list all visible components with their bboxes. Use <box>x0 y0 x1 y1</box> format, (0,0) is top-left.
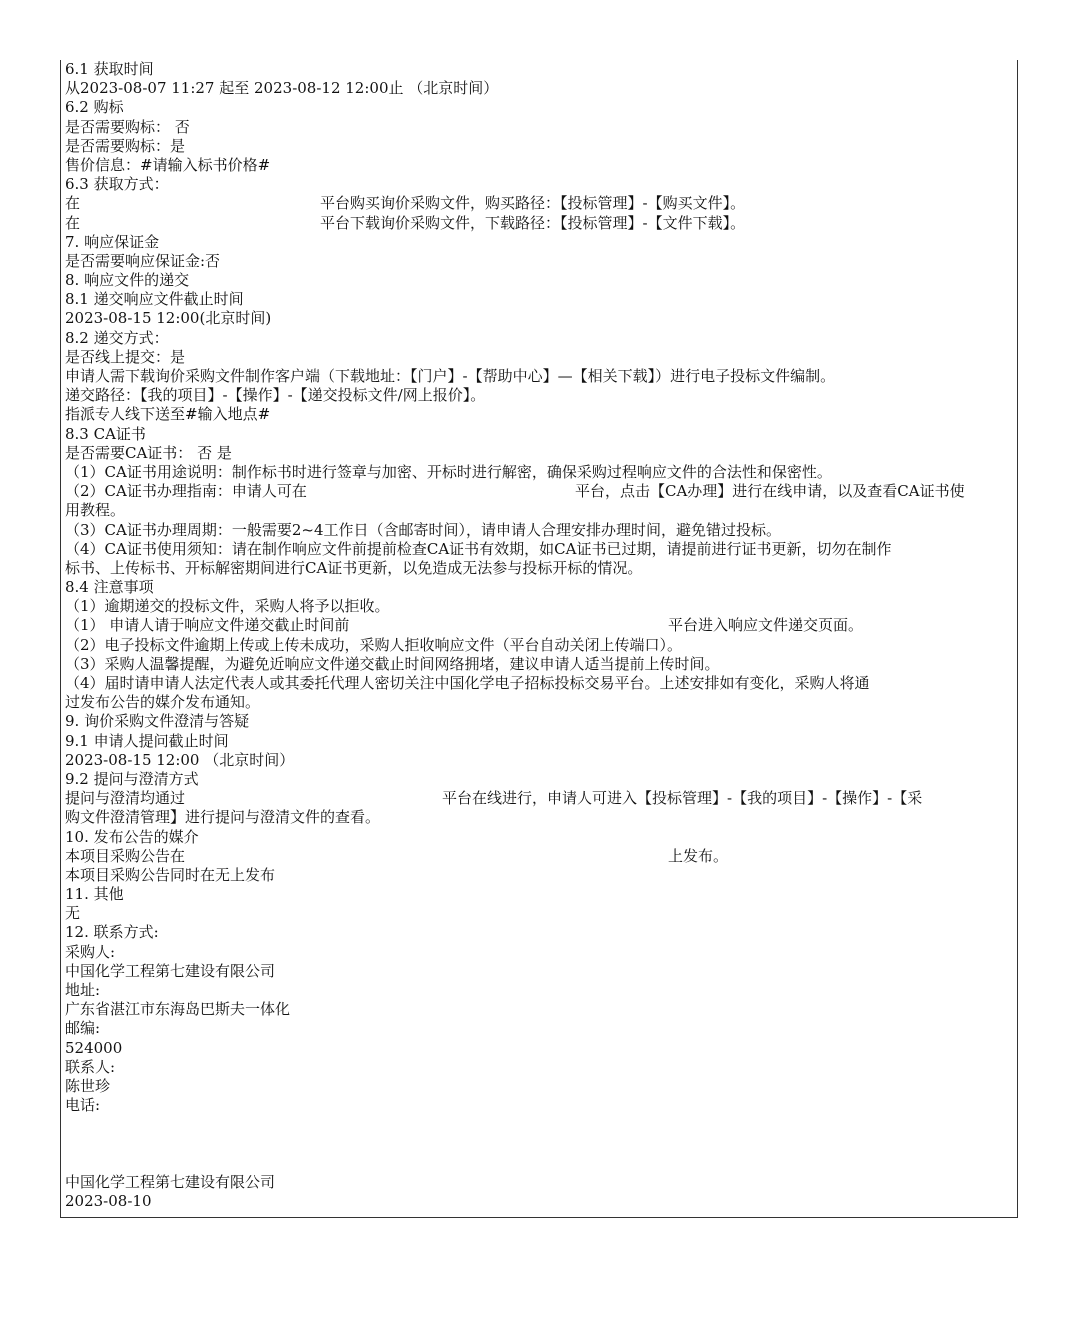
notice-1b-line <box>65 616 1013 635</box>
deposit-required: 是否需要响应保证金:否 <box>65 251 221 270</box>
contact-label: 联系人: <box>65 1057 116 1076</box>
notice-3: （3）采购人温馨提醒，为避免近响应文件递交截止时间网络拥堵，建议申请人适当提前上传时间。 <box>65 654 720 673</box>
ca-guide-a: （2）CA证书办理指南：申请人可在 <box>65 482 307 501</box>
footer-company: 中国化学工程第七建设有限公司 <box>65 1172 276 1191</box>
download-path-prefix: 在 <box>65 213 81 232</box>
section-8-3-title: 8.3 CA证书 <box>65 424 146 443</box>
clarify-b: 平台在线进行，申请人可进入【投标管理】-【我的项目】-【操作】-【采 <box>442 789 923 808</box>
media-a: 本项目采购公告在 <box>65 846 186 865</box>
client-download-note: 申请人需下载询价采购文件制作客户端（下载地址：【门户】-【帮助中心】—【相关下载】）进行电子投标文件编制。 <box>65 367 836 385</box>
submission-path: 递交路径：【我的项目】-【操作】-【递交投标文件/网上报价】。 <box>65 386 486 405</box>
section-9-1-title: 9.1 申请人提问截止时间 <box>65 731 229 750</box>
contact-value: 陈世珍 <box>65 1076 111 1095</box>
spacer <box>65 1154 1013 1173</box>
notice-1: （1）逾期递交的投标文件，采购人将予以拒收。 <box>65 597 390 616</box>
ca-usage: （1）CA证书用途说明：制作标书时进行签章与加密、开标时进行解密，确保采购过程响应文件的合法性和保密性。 <box>65 462 832 481</box>
ca-guide-cont: 用教程。 <box>65 501 126 520</box>
footer-date: 2023-08-10 <box>65 1192 152 1211</box>
ca-required: 是否需要CA证书： 否 是 <box>65 443 232 462</box>
address-label: 地址: <box>65 981 101 999</box>
buyer-name: 中国化学工程第七建设有限公司 <box>65 961 276 980</box>
submission-deadline: 2023-08-15 12:00(北京时间) <box>65 309 272 328</box>
section-6-3-title: 6.3 获取方式： <box>65 175 169 194</box>
zip-label: 邮编: <box>65 1019 101 1038</box>
download-path-line <box>65 214 1013 233</box>
phone-label: 电话: <box>65 1096 101 1115</box>
document-content <box>65 60 1013 1211</box>
spacer <box>65 1135 1013 1154</box>
media-line <box>65 847 1013 866</box>
ca-guide-b: 平台，点击【CA办理】进行在线申请，以及查看CA证书使 <box>575 482 965 501</box>
price-info: 售价信息：#请输入标书价格# <box>65 155 271 174</box>
section-8-1-title: 8.1 递交响应文件截止时间 <box>65 290 244 309</box>
ca-guide-line <box>65 482 1013 501</box>
ca-notice-a: （4）CA证书使用须知：请在制作响应文件前提前检查CA证书有效期，如CA证书已过期，请提前进行证书更新，切勿在制作 <box>65 539 892 558</box>
section-6-1-title: 6.1 获取时间 <box>65 60 154 78</box>
purchase-required-yes: 是否需要购标：是 <box>65 136 186 155</box>
download-path-text: 平台下载询价采购文件，下载路径：【投标管理】-【文件下载】。 <box>320 213 746 232</box>
notice-4b: 过发布公告的媒介发布通知。 <box>65 693 261 712</box>
acquire-time: 从2023-08-07 11:27 起至 2023-08-12 12:00止 （北京时间） <box>65 79 499 98</box>
media-also: 本项目采购公告同时在无上发布 <box>65 865 276 884</box>
notice-1b-a: （1） 申请人请于响应文件递交截止时间前 <box>65 616 350 635</box>
section-8-2-title: 8.2 递交方式： <box>65 328 169 347</box>
media-b: 上发布。 <box>668 846 729 865</box>
buy-path-prefix: 在 <box>65 194 81 213</box>
section-12-title: 12. 联系方式: <box>65 923 159 942</box>
notice-2: （2）电子投标文件逾期上传或上传未成功，采购人拒收响应文件（平台自动关闭上传端口）。 <box>65 635 683 654</box>
spacer <box>65 1115 1013 1134</box>
section-8-4-title: 8.4 注意事项 <box>65 578 154 597</box>
section-11-title: 11. 其他 <box>65 885 124 904</box>
purchase-required-no: 是否需要购标： 否 <box>65 117 190 136</box>
question-deadline: 2023-08-15 12:00 （北京时间） <box>65 750 295 769</box>
section-6-2-title: 6.2 购标 <box>65 98 124 117</box>
section-7-title: 7. 响应保证金 <box>65 232 160 251</box>
buyer-label: 采购人: <box>65 942 116 961</box>
buy-path-line <box>65 194 1013 213</box>
ca-period: （3）CA证书办理周期：一般需要2~4工作日（含邮寄时间），请申请人合理安排办理时间，避免错过投标。 <box>65 520 782 539</box>
ca-notice-b: 标书、上传标书、开标解密期间进行CA证书更新，以免造成无法参与投标开标的情况。 <box>65 558 643 577</box>
buy-path-text: 平台购买询价采购文件，购买路径：【投标管理】-【购买文件】。 <box>320 194 746 213</box>
document-frame <box>60 60 1018 1218</box>
section-8-title: 8. 响应文件的递交 <box>65 271 190 290</box>
other-none: 无 <box>65 904 81 923</box>
offline-delivery: 指派专人线下送至#输入地点# <box>65 405 271 424</box>
clarify-a: 提问与澄清均通过 <box>65 789 186 808</box>
clarify-cont: 购文件澄清管理】进行提问与澄清文件的查看。 <box>65 808 381 827</box>
notice-1b-b: 平台进入响应文件递交页面。 <box>668 616 864 635</box>
section-10-title: 10. 发布公告的媒介 <box>65 827 199 846</box>
section-9-2-title: 9.2 提问与澄清方式 <box>65 769 199 788</box>
section-9-title: 9. 询价采购文件澄清与答疑 <box>65 712 250 731</box>
clarify-line <box>65 789 1013 808</box>
zip-value: 524000 <box>65 1038 123 1057</box>
online-submission: 是否线上提交：是 <box>65 347 186 366</box>
notice-4a: （4）届时请申请人法定代表人或其委托代理人密切关注中国化学电子招标投标交易平台。上述安排如有变化，采购人将通 <box>65 674 870 692</box>
address-value: 广东省湛江市东海岛巴斯夫一体化 <box>65 1000 291 1019</box>
